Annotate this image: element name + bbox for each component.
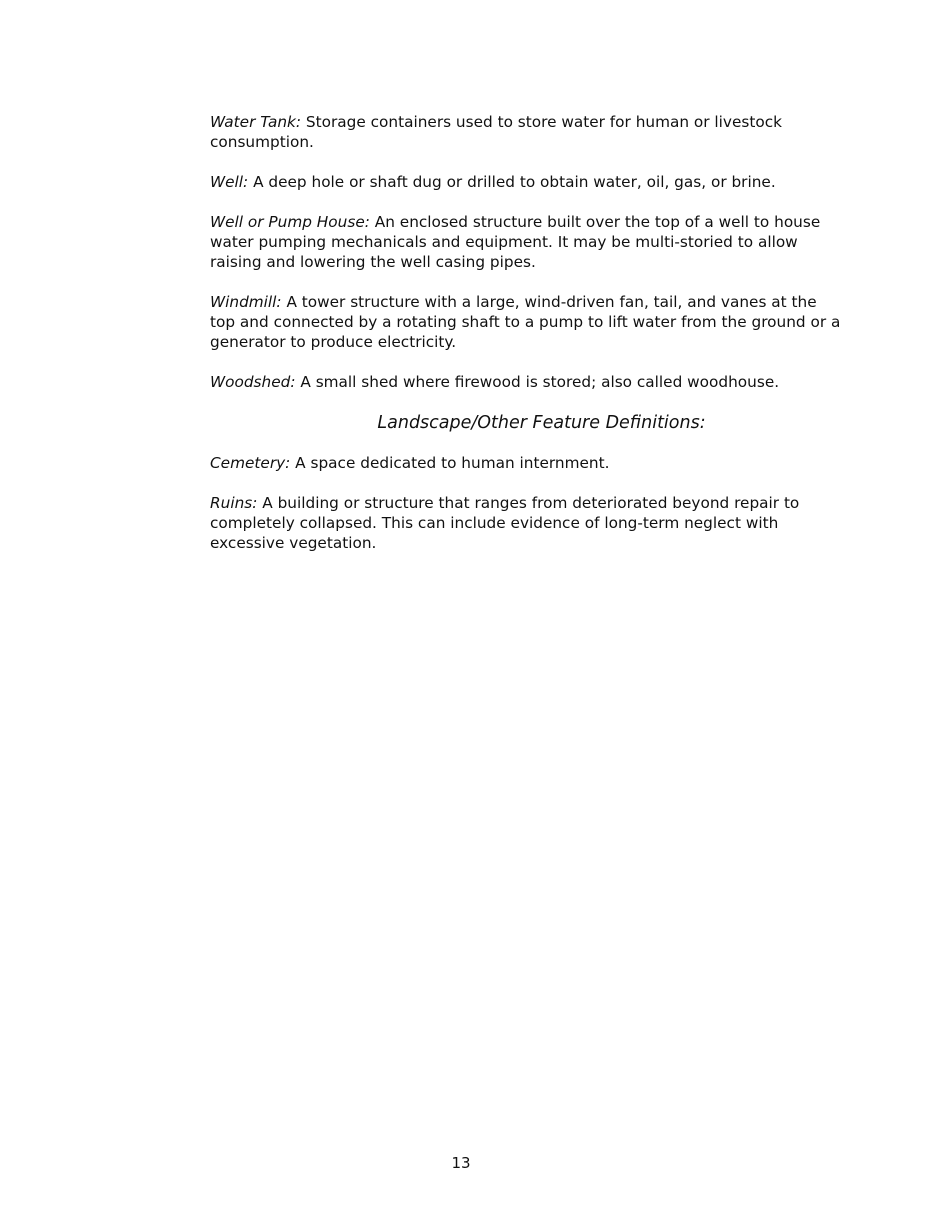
definition-text: A tower structure with a large, wind-driven fan, tail, and vanes at the top and connected by a rotating shaft to a pump to lift water from the ground or a generator to produce electricity. [210, 293, 841, 351]
section-heading: Landscape/Other Feature Definitions: [377, 413, 706, 433]
page-content [210, 112, 845, 573]
definition-water-tank [210, 112, 845, 152]
definition-well-or-pump-house [210, 212, 845, 272]
definition-term: Well or Pump House: [210, 213, 370, 231]
definition-woodshed [210, 372, 845, 392]
definition-term: Water Tank: [210, 113, 302, 131]
definition-text: A building or structure that ranges from deteriorated beyond repair to completely collapsed. This can include evidence of long-term neglect with excessive vegetation. [210, 494, 800, 552]
definition-well [210, 172, 845, 192]
definition-term: Windmill: [210, 293, 282, 311]
definition-windmill [210, 292, 845, 352]
definition-term: Cemetery: [210, 454, 291, 472]
definition-term: Ruins: [210, 494, 258, 512]
definition-term: Woodshed: [210, 373, 296, 391]
definition-text: A small shed where firewood is stored; also called woodhouse. [295, 373, 780, 391]
definition-text: Storage containers used to store water for human or livestock consumption. [210, 113, 782, 151]
definition-ruins [210, 493, 845, 553]
definition-text: A space dedicated to human internment. [290, 454, 610, 472]
definition-text: An enclosed structure built over the top of a well to house water pumping mechanicals and equipment. It may be multi-storied to allow raising and lowering the well casing pipes. [210, 213, 821, 271]
definition-term: Well: [210, 173, 249, 191]
definition-text: A deep hole or shaft dug or drilled to obtain water, oil, gas, or brine. [248, 173, 776, 191]
page-number: 13 [451, 1154, 471, 1172]
definition-cemetery [210, 453, 845, 473]
